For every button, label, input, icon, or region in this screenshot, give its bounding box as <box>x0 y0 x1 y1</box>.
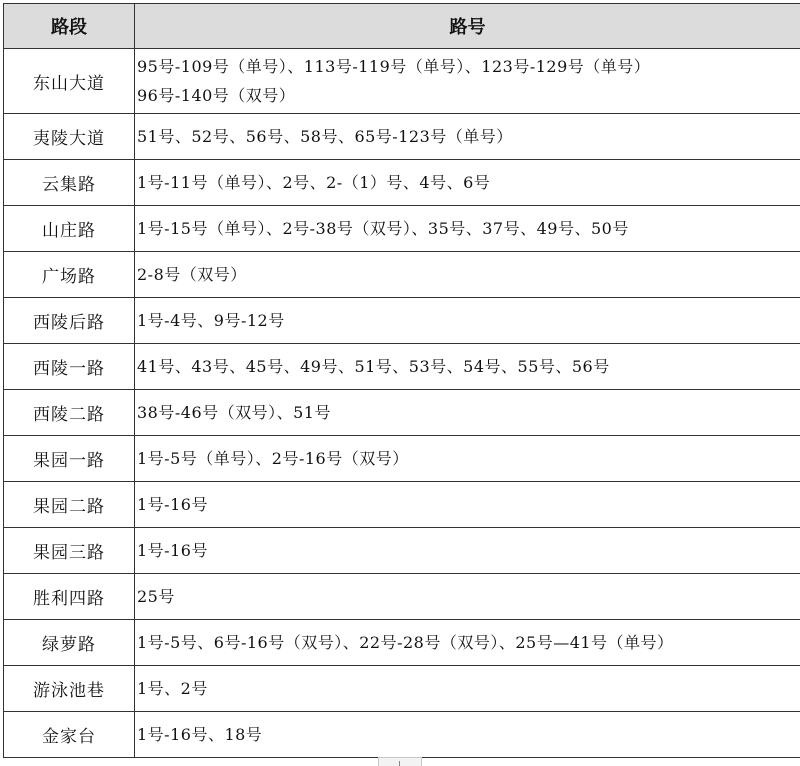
road-numbers-cell <box>135 436 800 482</box>
road-numbers-cell <box>135 49 800 114</box>
road-numbers-cell <box>135 666 800 712</box>
road-numbers-line: 1号-5号、6号-16号（双号）、22号-28号（双号）、25号—41号（单号） <box>137 633 674 652</box>
road-numbers-cell <box>135 344 800 390</box>
table-row <box>4 49 800 114</box>
road-numbers-cell <box>135 160 800 206</box>
road-numbers-line: 1号、2号 <box>137 679 208 698</box>
road-numbers-line: 96号-140号（双号） <box>137 86 296 105</box>
table-header-row <box>4 4 800 49</box>
road-segment-cell: 果园二路 <box>4 482 135 528</box>
table-row <box>4 252 800 298</box>
road-numbers-cell <box>135 574 800 620</box>
road-numbers-cell <box>135 298 800 344</box>
road-segment-cell: 游泳池巷 <box>4 666 135 712</box>
road-segment-cell: 东山大道 <box>4 49 135 114</box>
table-row <box>4 298 800 344</box>
road-numbers-line: 1号-11号（单号）、2号、2-（1）号、4号、6号 <box>137 173 491 192</box>
road-numbers-line: 1号-15号（单号）、2号-38号（双号）、35号、37号、49号、50号 <box>137 219 629 238</box>
road-segment-cell: 夷陵大道 <box>4 114 135 160</box>
road-numbers-line: 1号-5号（单号）、2号-16号（双号） <box>137 449 409 468</box>
road-numbers-line: 95号-109号（单号）、113号-119号（单号）、123号-129号（单号） <box>137 57 651 76</box>
road-segment-cell: 胜利四路 <box>4 574 135 620</box>
road-segment-cell: 金家台 <box>4 712 135 758</box>
column-header-number: 路号 <box>135 4 800 49</box>
road-numbers-cell <box>135 252 800 298</box>
table-row <box>4 390 800 436</box>
road-numbers-line: 25号 <box>137 587 175 606</box>
road-numbers-cell <box>135 482 800 528</box>
road-numbers-cell <box>135 114 800 160</box>
table-row <box>4 436 800 482</box>
table-row <box>4 620 800 666</box>
road-segment-cell: 云集路 <box>4 160 135 206</box>
road-segment-cell: 广场路 <box>4 252 135 298</box>
table-row <box>4 114 800 160</box>
road-numbers-line: 38号-46号（双号）、51号 <box>137 403 331 422</box>
road-numbers-cell <box>135 712 800 758</box>
road-segment-cell: 西陵后路 <box>4 298 135 344</box>
road-numbers-cell <box>135 620 800 666</box>
road-segment-cell: 山庄路 <box>4 206 135 252</box>
road-segment-cell: 西陵二路 <box>4 390 135 436</box>
road-segment-cell: 果园三路 <box>4 528 135 574</box>
road-numbers-line: 2-8号（双号） <box>137 265 247 284</box>
road-numbers-line: 1号-16号 <box>137 541 208 560</box>
table-row <box>4 160 800 206</box>
road-numbers-line: 51号、52号、56号、58号、65号-123号（单号） <box>137 127 513 146</box>
road-numbers-line: 41号、43号、45号、49号、51号、53号、54号、55号、56号 <box>137 357 610 376</box>
table-row <box>4 666 800 712</box>
table-row <box>4 344 800 390</box>
table-row <box>4 574 800 620</box>
road-numbers-line: 1号-16号 <box>137 495 208 514</box>
road-number-table <box>3 3 800 758</box>
road-numbers-cell <box>135 528 800 574</box>
table-row <box>4 206 800 252</box>
road-numbers-cell <box>135 390 800 436</box>
table-row <box>4 482 800 528</box>
scroll-handle[interactable] <box>378 757 422 766</box>
table-row <box>4 528 800 574</box>
road-numbers-cell <box>135 206 800 252</box>
road-segment-cell: 西陵一路 <box>4 344 135 390</box>
road-numbers-line: 1号-16号、18号 <box>137 725 263 744</box>
road-segment-cell: 果园一路 <box>4 436 135 482</box>
road-segment-cell: 绿萝路 <box>4 620 135 666</box>
column-header-segment: 路段 <box>4 4 135 49</box>
table-row <box>4 712 800 758</box>
road-numbers-line: 1号-4号、9号-12号 <box>137 311 285 330</box>
